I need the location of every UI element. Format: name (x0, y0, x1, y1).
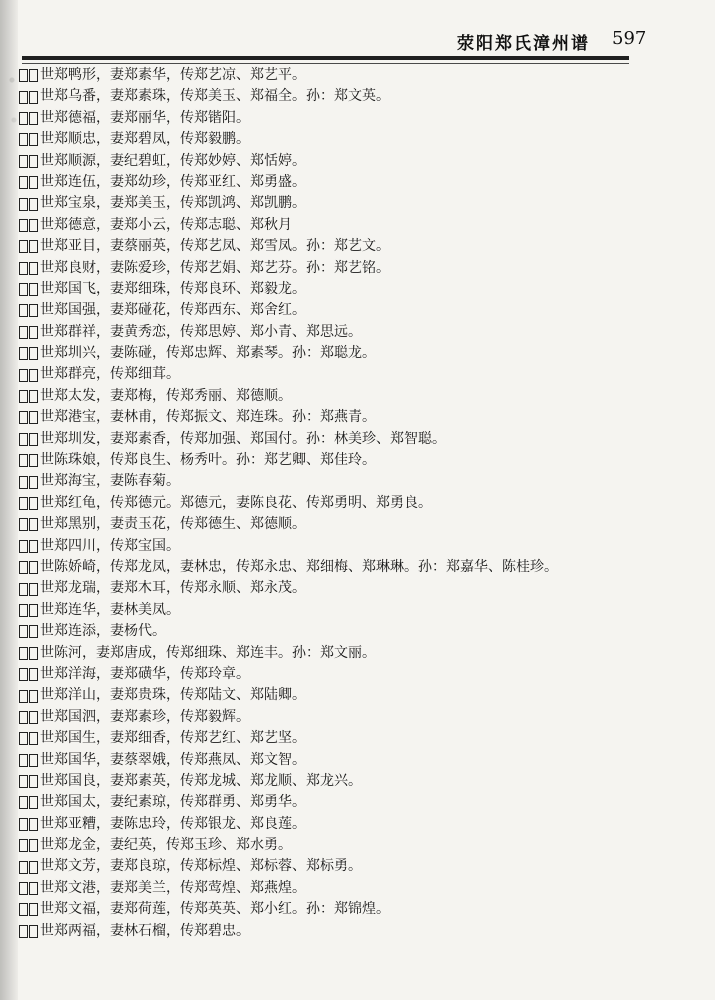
blank-square-glyph (29, 518, 38, 531)
genealogy-entry (19, 86, 664, 107)
blank-square-glyph (19, 240, 28, 253)
genealogy-entry (19, 364, 664, 385)
genealogy-entry (19, 108, 664, 129)
genealogy-entry-text: 世郑圳兴，妻陈碰，传郑忠辉、郑素琴。孙：郑聪龙。 (40, 345, 376, 362)
generation-placeholder-boxes (19, 390, 39, 403)
blank-square-glyph (29, 155, 38, 168)
blank-square-glyph (19, 903, 28, 916)
blank-square-glyph (19, 711, 28, 724)
genealogy-entry (19, 65, 664, 86)
generation-placeholder-boxes (19, 69, 39, 82)
blank-square-glyph (29, 497, 38, 510)
genealogy-entry-text: 世郑国强，妻郑碰花，传郑西东、郑舍红。 (40, 302, 306, 319)
blank-square-glyph (19, 925, 28, 938)
blank-square-glyph (19, 561, 28, 574)
blank-square-glyph (19, 133, 28, 146)
blank-square-glyph (29, 369, 38, 382)
genealogy-entry-text: 世郑连添，妻杨代。 (40, 623, 166, 640)
blank-square-glyph (19, 690, 28, 703)
genealogy-entry-text: 世郑太发，妻郑梅，传郑秀丽、郑德顺。 (40, 387, 292, 404)
blank-square-glyph (29, 133, 38, 146)
generation-placeholder-boxes (19, 454, 39, 467)
blank-square-glyph (29, 903, 38, 916)
blank-square-glyph (29, 176, 38, 189)
blank-square-glyph (29, 91, 38, 104)
genealogy-entry (19, 172, 664, 193)
blank-square-glyph (19, 497, 28, 510)
page-header (22, 18, 678, 63)
genealogy-entry (19, 514, 664, 535)
blank-square-glyph (29, 433, 38, 446)
generation-placeholder-boxes (19, 176, 39, 189)
genealogy-entry-text: 世郑文福，妻郑荷莲，传郑英英、郑小红。孙：郑锦煌。 (40, 901, 390, 918)
generation-placeholder-boxes (19, 155, 39, 168)
generation-placeholder-boxes (19, 240, 39, 253)
generation-placeholder-boxes (19, 112, 39, 125)
genealogy-entry (19, 429, 664, 450)
blank-square-glyph (19, 476, 28, 489)
generation-placeholder-boxes (19, 925, 39, 938)
generation-placeholder-boxes (19, 262, 39, 275)
generation-placeholder-boxes (19, 754, 39, 767)
genealogy-entry (19, 921, 664, 942)
blank-square-glyph (29, 454, 38, 467)
blank-square-glyph (19, 732, 28, 745)
blank-square-glyph (19, 839, 28, 852)
genealogy-entry-text: 世郑国泗，妻郑素珍，传郑毅辉。 (40, 708, 250, 725)
genealogy-entry (19, 878, 664, 899)
blank-square-glyph (19, 304, 28, 317)
blank-square-glyph (29, 690, 38, 703)
generation-placeholder-boxes (19, 818, 39, 831)
genealogy-entry (19, 493, 664, 514)
genealogy-entry-text: 世郑德福，妻郑丽华，传郑锴阳。 (40, 109, 250, 126)
blank-square-glyph (19, 518, 28, 531)
blank-square-glyph (29, 198, 38, 211)
genealogy-entry-text: 世郑连华，妻林美凤。 (40, 601, 180, 618)
blank-square-glyph (29, 347, 38, 360)
genealogy-entry-text: 世郑圳发，妻郑素香，传郑加强、郑国付。孙：林美珍、郑智聪。 (40, 430, 446, 447)
genealogy-entry (19, 450, 664, 471)
genealogy-entry (19, 258, 664, 279)
genealogy-entry (19, 322, 664, 343)
genealogy-entry-text: 世郑顺忠，妻郑碧凤，传郑毅鹏。 (40, 131, 250, 148)
blank-square-glyph (19, 861, 28, 874)
genealogy-entry-text: 世郑亚糟，妻陈忠玲，传郑银龙、郑良莲。 (40, 815, 306, 832)
generation-placeholder-boxes (19, 518, 39, 531)
blank-square-glyph (19, 155, 28, 168)
blank-square-glyph (19, 583, 28, 596)
genealogy-entry-text: 世郑洋海，妻郑磺华，传郑玲章。 (40, 665, 250, 682)
genealogy-entry-text: 世郑黑别，妻责玉花，传郑德生、郑德顺。 (40, 516, 306, 533)
page-number: 597 (612, 28, 647, 49)
genealogy-entry (19, 856, 664, 877)
genealogy-entry-text: 世郑龙金，妻纪英，传郑玉珍、郑水勇。 (40, 837, 292, 854)
genealogy-entry-text: 世郑群祥，妻黄秀恋，传郑思婷、郑小青、郑思远。 (40, 323, 362, 340)
blank-square-glyph (29, 754, 38, 767)
blank-square-glyph (19, 112, 28, 125)
blank-square-glyph (29, 540, 38, 553)
generation-placeholder-boxes (19, 133, 39, 146)
genealogy-entry-text: 世陈河，妻郑唐成，传郑细珠、郑连丰。孙：郑文丽。 (40, 644, 376, 661)
genealogy-entry-text: 世郑顺源，妻纪碧虹，传郑妙婷、郑恬婷。 (40, 152, 306, 169)
generation-placeholder-boxes (19, 433, 39, 446)
genealogy-entry-list (19, 65, 664, 942)
blank-square-glyph (19, 176, 28, 189)
genealogy-entry-text: 世郑群亮，传郑细茸。 (40, 366, 180, 383)
genealogy-entry-text: 世郑两福，妻林石榴，传郑碧忠。 (40, 922, 250, 939)
generation-placeholder-boxes (19, 625, 39, 638)
blank-square-glyph (29, 583, 38, 596)
genealogy-entry (19, 814, 664, 835)
blank-square-glyph (19, 369, 28, 382)
genealogy-entry (19, 386, 664, 407)
blank-square-glyph (29, 411, 38, 424)
blank-square-glyph (29, 604, 38, 617)
blank-square-glyph (29, 625, 38, 638)
generation-placeholder-boxes (19, 861, 39, 874)
genealogy-entry-text: 世郑国飞，妻郑细珠，传郑良环、郑毅龙。 (40, 280, 306, 297)
genealogy-entry (19, 343, 664, 364)
genealogy-entry (19, 771, 664, 792)
genealogy-entry-text: 世郑四川，传郑宝国。 (40, 537, 180, 554)
page-edge-shadow (0, 0, 18, 1000)
blank-square-glyph (29, 112, 38, 125)
genealogy-entry (19, 215, 664, 236)
blank-square-glyph (19, 796, 28, 809)
blank-square-glyph (29, 775, 38, 788)
genealogy-entry-text: 世郑连伍，妻郑幼珍，传郑亚红、郑勇盛。 (40, 173, 306, 190)
generation-placeholder-boxes (19, 91, 39, 104)
running-title: 荥阳郑氏漳州谱 (457, 34, 590, 54)
generation-placeholder-boxes (19, 903, 39, 916)
blank-square-glyph (19, 754, 28, 767)
genealogy-entry (19, 129, 664, 150)
genealogy-entry (19, 300, 664, 321)
genealogy-entry-text: 世郑国华，妻蔡翠娥，传郑燕凤、郑文智。 (40, 751, 306, 768)
blank-square-glyph (29, 732, 38, 745)
generation-placeholder-boxes (19, 369, 39, 382)
genealogy-entry-text: 世郑德意，妻郑小云，传郑志聪、郑秋月 (40, 216, 292, 233)
blank-square-glyph (19, 198, 28, 211)
generation-placeholder-boxes (19, 283, 39, 296)
genealogy-entry (19, 151, 664, 172)
blank-square-glyph (19, 411, 28, 424)
generation-placeholder-boxes (19, 561, 39, 574)
blank-square-glyph (19, 433, 28, 446)
genealogy-entry-text: 世郑国良，妻郑素英，传郑龙城、郑龙顺、郑龙兴。 (40, 772, 362, 789)
generation-placeholder-boxes (19, 796, 39, 809)
blank-square-glyph (29, 283, 38, 296)
generation-placeholder-boxes (19, 882, 39, 895)
generation-placeholder-boxes (19, 219, 39, 232)
genealogy-entry (19, 557, 664, 578)
blank-square-glyph (29, 390, 38, 403)
genealogy-entry (19, 728, 664, 749)
blank-square-glyph (19, 625, 28, 638)
blank-square-glyph (19, 347, 28, 360)
generation-placeholder-boxes (19, 711, 39, 724)
genealogy-entry-text: 世郑文芳，妻郑良琼，传郑标煌、郑标蓉、郑标勇。 (40, 858, 362, 875)
generation-placeholder-boxes (19, 198, 39, 211)
blank-square-glyph (29, 882, 38, 895)
genealogy-entry-text: 世郑国生，妻郑细香，传郑艺红、郑艺坚。 (40, 730, 306, 747)
blank-square-glyph (19, 604, 28, 617)
genealogy-entry (19, 600, 664, 621)
blank-square-glyph (29, 711, 38, 724)
genealogy-entry-text: 世陈娇崎，传郑龙凤，妻林忠，传郑永忠、郑细梅、郑琳琳。孙：郑嘉华、陈桂珍。 (40, 558, 558, 575)
genealogy-entry-text: 世郑港宝，妻林甫，传郑振文、郑连珠。孙：郑燕青。 (40, 409, 376, 426)
generation-placeholder-boxes (19, 604, 39, 617)
blank-square-glyph (29, 326, 38, 339)
genealogy-entry (19, 279, 664, 300)
blank-square-glyph (29, 647, 38, 660)
generation-placeholder-boxes (19, 476, 39, 489)
genealogy-entry (19, 407, 664, 428)
generation-placeholder-boxes (19, 497, 39, 510)
generation-placeholder-boxes (19, 668, 39, 681)
blank-square-glyph (29, 262, 38, 275)
header-rule-thick (22, 56, 629, 60)
genealogy-entry-text: 世郑国太，妻纪素琼，传郑群勇、郑勇华。 (40, 794, 306, 811)
genealogy-entry (19, 707, 664, 728)
genealogy-entry-text: 世陈珠娘，传郑良生、杨秀叶。孙：郑艺卿、郑佳玲。 (40, 452, 376, 469)
blank-square-glyph (19, 219, 28, 232)
blank-square-glyph (29, 861, 38, 874)
genealogy-entry-text: 世郑亚目，妻蔡丽英，传郑艺凤、郑雪凤。孙：郑艺文。 (40, 238, 390, 255)
blank-square-glyph (19, 668, 28, 681)
blank-square-glyph (29, 476, 38, 489)
blank-square-glyph (19, 818, 28, 831)
blank-square-glyph (19, 91, 28, 104)
genealogy-entry (19, 685, 664, 706)
blank-square-glyph (19, 69, 28, 82)
blank-square-glyph (19, 775, 28, 788)
genealogy-entry (19, 750, 664, 771)
genealogy-entry (19, 643, 664, 664)
genealogy-entry-text: 世郑海宝，妻陈春菊。 (40, 473, 180, 490)
genealogy-entry-text: 世郑洋山，妻郑贵珠，传郑陆文、郑陆卿。 (40, 687, 306, 704)
genealogy-entry (19, 792, 664, 813)
genealogy-entry-text: 世郑文港，妻郑美兰，传郑莺煌、郑燕煌。 (40, 879, 306, 896)
blank-square-glyph (29, 668, 38, 681)
blank-square-glyph (29, 796, 38, 809)
generation-placeholder-boxes (19, 540, 39, 553)
generation-placeholder-boxes (19, 411, 39, 424)
genealogy-entry-text: 世郑良财，妻陈爱珍，传郑艺娟、郑艺芬。孙：郑艺铭。 (40, 259, 390, 276)
genealogy-entry-text: 世郑鸭形，妻郑素华，传郑艺凉、郑艺平。 (40, 67, 306, 83)
blank-square-glyph (29, 561, 38, 574)
genealogy-entry-text: 世郑宝泉，妻郑美玉，传郑凯鸿、郑凯鹏。 (40, 195, 306, 212)
blank-square-glyph (29, 240, 38, 253)
genealogy-entry-text: 世郑乌番，妻郑素珠，传郑美玉、郑福全。孙：郑文英。 (40, 88, 390, 105)
blank-square-glyph (19, 390, 28, 403)
blank-square-glyph (19, 283, 28, 296)
blank-square-glyph (29, 304, 38, 317)
genealogy-entry (19, 471, 664, 492)
generation-placeholder-boxes (19, 690, 39, 703)
blank-square-glyph (19, 882, 28, 895)
generation-placeholder-boxes (19, 647, 39, 660)
blank-square-glyph (29, 69, 38, 82)
blank-square-glyph (19, 647, 28, 660)
generation-placeholder-boxes (19, 304, 39, 317)
genealogy-entry (19, 835, 664, 856)
blank-square-glyph (19, 326, 28, 339)
blank-square-glyph (19, 454, 28, 467)
blank-square-glyph (29, 818, 38, 831)
genealogy-entry (19, 578, 664, 599)
blank-square-glyph (19, 262, 28, 275)
generation-placeholder-boxes (19, 732, 39, 745)
blank-square-glyph (29, 219, 38, 232)
generation-placeholder-boxes (19, 347, 39, 360)
genealogy-entry (19, 621, 664, 642)
genealogy-entry (19, 664, 664, 685)
generation-placeholder-boxes (19, 583, 39, 596)
generation-placeholder-boxes (19, 326, 39, 339)
genealogy-entry-text: 世郑龙瑞，妻郑木耳，传郑永顺、郑永茂。 (40, 580, 306, 597)
blank-square-glyph (29, 839, 38, 852)
blank-square-glyph (29, 925, 38, 938)
blank-square-glyph (19, 540, 28, 553)
genealogy-entry (19, 536, 664, 557)
genealogy-entry-text: 世郑红龟，传郑德元。郑德元，妻陈良花、传郑勇明、郑勇良。 (40, 494, 432, 511)
genealogy-entry (19, 193, 664, 214)
generation-placeholder-boxes (19, 775, 39, 788)
header-rule-thin (22, 63, 629, 64)
generation-placeholder-boxes (19, 839, 39, 852)
genealogy-entry (19, 236, 664, 257)
genealogy-entry (19, 899, 664, 920)
